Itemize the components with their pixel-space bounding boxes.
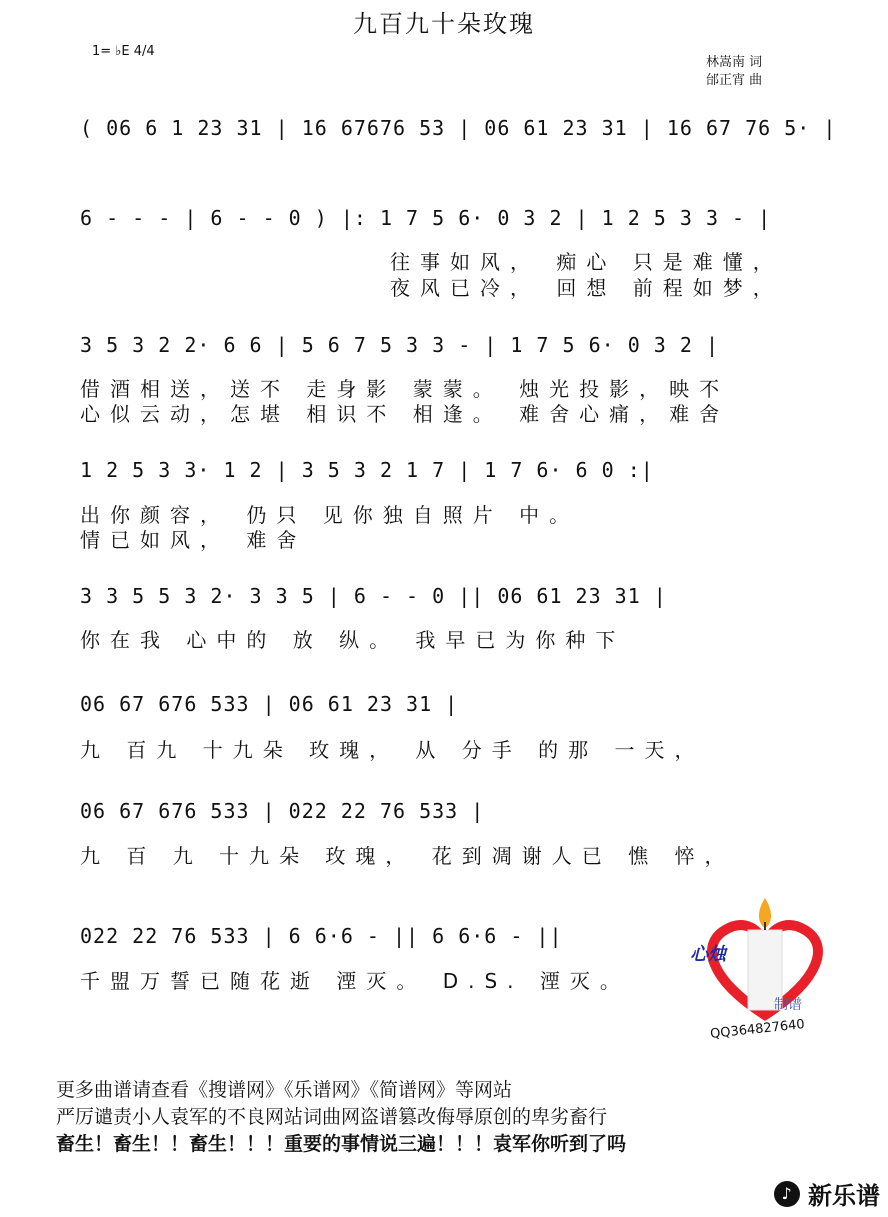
- score-row-7: 06 67 676 533 | 022 22 76 533 |: [80, 799, 485, 823]
- score-row-2: 6 - - - | 6 - - 0 ) |: 1 7 5 6· 0 3 2 | 1 2 5 3 3 - |: [80, 206, 772, 230]
- stamp-qq: QQ364827640: [709, 1017, 806, 1042]
- composer-credit: 邰正宵 曲: [706, 73, 763, 88]
- score-row-8: 022 22 76 533 | 6 6·6 - || 6 6·6 - ||: [80, 924, 563, 948]
- footer-line-3: 畜生！畜生！！畜生！！！重要的事情说三遍！！！袁军你听到了吗: [56, 1133, 627, 1155]
- site-logo[interactable]: [774, 1176, 880, 1211]
- lyricist-credit: 林嵩南 词: [706, 55, 763, 70]
- lyrics-row-3-verse-1: 借酒相送，送不 走身影 蒙蒙。 烛光投影，映不: [80, 377, 730, 401]
- lyrics-row-6: 九 百九 十九朵 玫瑰， 从 分手 的那 一天，: [80, 738, 705, 762]
- footer-line-2: 严厉谴责小人袁军的不良网站词曲网盗谱篡改侮辱原创的卑劣畜行: [56, 1106, 608, 1128]
- lyrics-row-2-verse-1: 往事如风， 痴心 只是难懂，: [390, 250, 783, 274]
- score-row-5: 3 3 5 5 3 2· 3 3 5 | 6 - - 0 || 06 61 23 31 |: [80, 584, 667, 608]
- stamp-text-2: 制谱: [774, 997, 802, 1013]
- score-row-6: 06 67 676 533 | 06 61 23 31 |: [80, 692, 459, 716]
- score-row-1: ( 06 6 1 23 31 | 16 67676 53 | 06 61 23 31 | 16 67 76 5· |: [80, 116, 837, 140]
- score-row-4: 1 2 5 3 3· 1 2 | 3 5 3 2 1 7 | 1 7 6· 6 0 :|: [80, 458, 654, 482]
- lyrics-row-5: 你在我 心中的 放 纵。 我早已为你种下: [80, 628, 626, 652]
- lyrics-row-4-verse-2: 情已如风， 难舍: [80, 528, 307, 552]
- credits: [706, 54, 762, 90]
- stamp-text-1: 心烛: [690, 944, 726, 965]
- lyrics-row-2-verse-2: 夜风已冷， 回想 前程如梦，: [390, 276, 783, 300]
- candle-stamp: [690, 890, 840, 1040]
- lyrics-row-7: 九 百 九 十九朵 玫瑰， 花到凋谢人已 憔 悴，: [80, 844, 735, 868]
- song-title: 九百九十朵玫瑰: [353, 10, 535, 38]
- key-signature: 1= ♭E 4/4: [92, 44, 155, 59]
- score-row-3: 3 5 3 2 2· 6 6 | 5 6 7 5 3 3 - | 1 7 5 6· 0 3 2 |: [80, 333, 720, 357]
- music-disc-icon: ♪: [774, 1181, 800, 1207]
- lyrics-row-4-verse-1: 出你颜容， 仍只 见你独自照片 中。: [80, 503, 580, 527]
- footer-line-1: 更多曲谱请查看《搜谱网》《乐谱网》《简谱网》等网站: [56, 1079, 513, 1101]
- site-logo-text: 新乐谱: [808, 1182, 880, 1210]
- lyrics-row-3-verse-2: 心似云动，怎堪 相识不 相逢。 难舍心痛，难舍: [80, 402, 730, 426]
- lyrics-row-8: 千盟万誓已随花逝 湮灭。 D.S. 湮灭。: [80, 969, 630, 993]
